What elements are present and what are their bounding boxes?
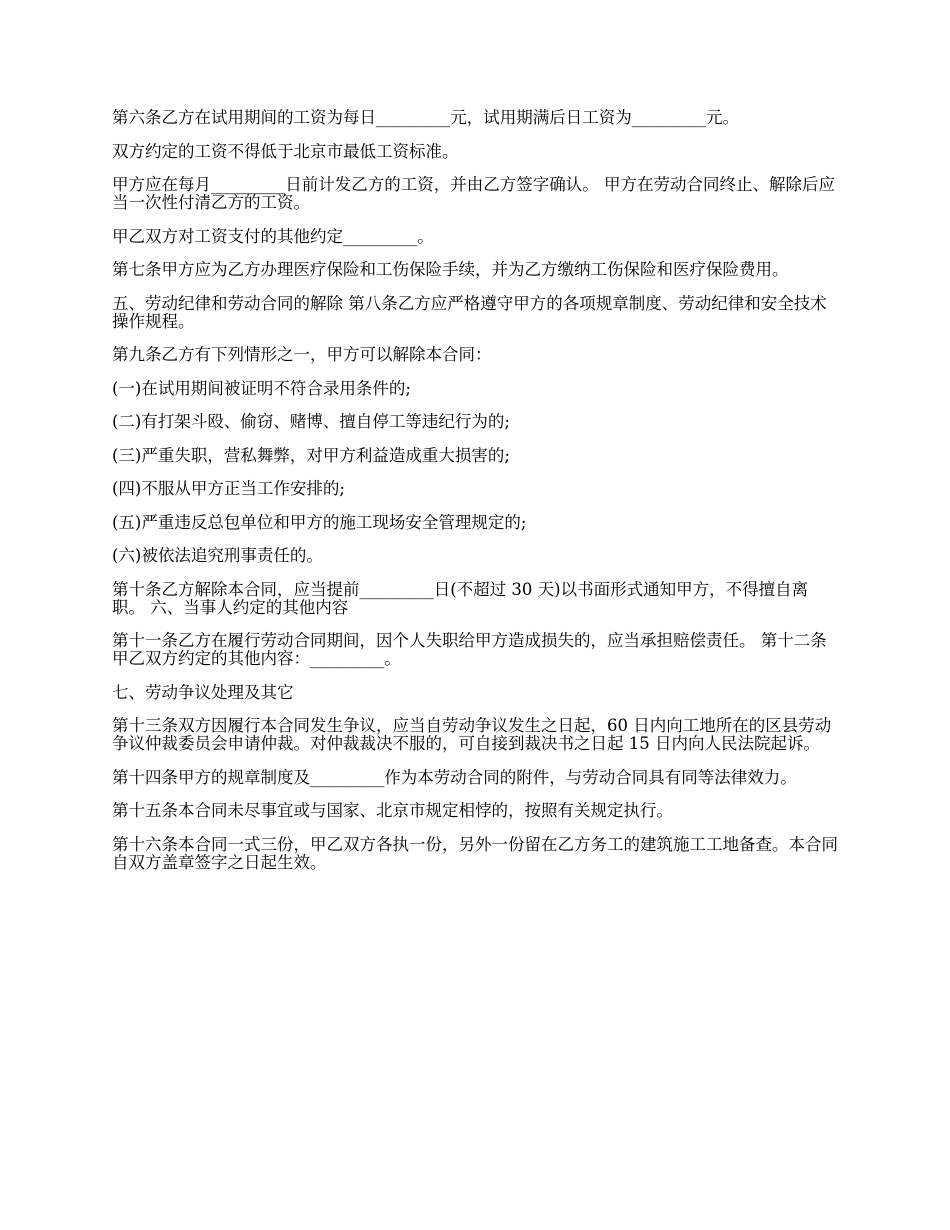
paragraph-article-14: 第十四条甲方的规章制度及_________作为本劳动合同的附件，与劳动合同具有同等法律效力。 <box>112 767 797 787</box>
paragraph-minimum-wage: 双方约定的工资不得低于北京市最低工资标准。 <box>112 141 459 161</box>
paragraph-article-7-insurance: 第七条甲方应为乙方办理医疗保险和工伤保险手续，并为乙方缴纳工伤保险和医疗保险费用。 <box>112 260 789 279</box>
paragraph-section-5-article-8: 五、劳动纪律和劳动合同的解除 第八条乙方应严格遵守甲方的各项规章制度、劳动纪律和安全技术操作规程。 <box>112 293 827 331</box>
paragraph-article-13: 第十三条双方因履行本合同发生争议，应当自劳动争议发生之日起，60 日内向工地所在的区县劳动争议仲裁委员会申请仲裁。对仲裁裁决不服的，可自接到裁决书之日起 15 日内向人民法院起诉。 <box>112 716 832 753</box>
paragraph-other-wage-terms: 甲乙双方对工资支付的其他约定_________。 <box>112 226 434 246</box>
paragraph-article-16: 第十六条本合同一式三份，甲乙双方各执一份，另外一份留在乙方务工的建筑施工工地备查。本合同自双方盖章签字之日起生效。 <box>112 834 838 872</box>
paragraph-article-15: 第十五条本合同未尽事宜或与国家、北京市规定相悖的，按照有关规定执行。 <box>112 801 673 820</box>
section-heading-7: 七、劳动争议处理及其它 <box>112 682 294 702</box>
paragraph-pay-date: 甲方应在每月_________日前计发乙方的工资，并由乙方签字确认。 甲方在劳动合同终止、解除后应当一次性付清乙方的工资。 <box>112 175 835 212</box>
paragraph-article-6-wage: 第六条乙方在试用期间的工资为每日_________元，试用期满后日工资为_________元。 <box>112 108 739 127</box>
document-page <box>112 109 840 887</box>
list-item-5: (五)严重违反总包单位和甲方的施工现场安全管理规定的; <box>112 512 527 532</box>
paragraph-article-9: 第九条乙方有下列情形之一，甲方可以解除本合同： <box>112 345 492 364</box>
list-item-3: (三)严重失职，营私舞弊，对甲方利益造成重大损害的; <box>112 445 510 465</box>
list-item-2: (二)有打架斗殴、偷窃、赌博、擅自停工等违纪行为的; <box>112 412 510 431</box>
list-item-6: (六)被依法追究刑事责任的。 <box>112 546 323 565</box>
list-item-4: (四)不服从甲方正当工作安排的; <box>112 479 345 498</box>
paragraph-article-11-12: 第十一条乙方在履行劳动合同期间，因个人失职给甲方造成损失的，应当承担赔偿责任。 第十二条甲乙双方约定的其他内容：_________。 <box>112 631 827 668</box>
paragraph-article-10: 第十条乙方解除本合同，应当提前_________日(不超过 30 天)以书面形式通知甲方，不得擅自离职。 六、当事人约定的其他内容 <box>112 579 809 617</box>
list-item-1: (一)在试用期间被证明不符合录用条件的; <box>112 378 411 398</box>
